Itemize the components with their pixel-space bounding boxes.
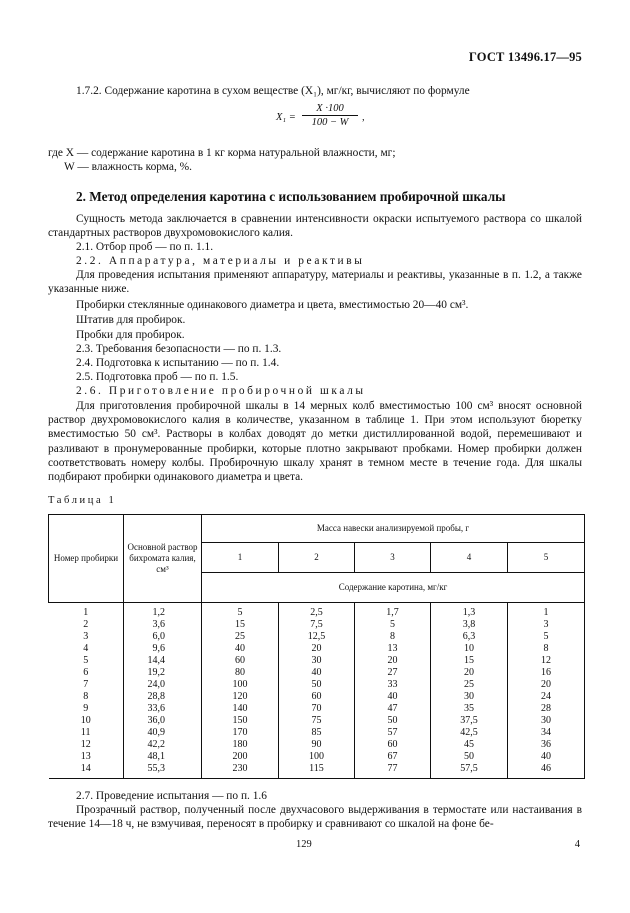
header-carotene-content: Содержание каротина, мг/кг — [202, 573, 585, 603]
table-cell: 3,8 — [431, 619, 508, 631]
table-cell: 10 — [431, 643, 508, 655]
table-cell: 34 — [508, 727, 585, 739]
table-cell: 85 — [279, 727, 355, 739]
table-cell: 15 — [431, 655, 508, 667]
table-body — [49, 603, 585, 779]
table-cell: 60 — [279, 691, 355, 703]
table-cell: 8 — [355, 631, 431, 643]
item-2-5: 2.5. Подготовка проб — по п. 1.5. — [76, 371, 239, 383]
table-cell: 46 — [508, 763, 585, 779]
table-cell: 90 — [279, 739, 355, 751]
table-cell: 60 — [202, 655, 279, 667]
table-cell: 12 — [508, 655, 585, 667]
table-row — [49, 691, 585, 703]
header-tube-number: Номер пробирки — [49, 515, 124, 603]
stand-line: Штатив для пробирок. — [76, 314, 186, 326]
table-cell: 75 — [279, 715, 355, 727]
table-cell: 20 — [355, 655, 431, 667]
table-cell: 20 — [431, 667, 508, 679]
table-cell: 1,7 — [355, 603, 431, 620]
table-cell: 57,5 — [431, 763, 508, 779]
table-cell: 8 — [508, 643, 585, 655]
table-cell: 35 — [431, 703, 508, 715]
table-row — [49, 643, 585, 655]
table-cell: 24 — [508, 691, 585, 703]
table-cell: 42,5 — [431, 727, 508, 739]
table-row — [49, 703, 585, 715]
table-cell: 37,5 — [431, 715, 508, 727]
table-cell: 7,5 — [279, 619, 355, 631]
table-cell: 9 — [49, 703, 124, 715]
table-cell: 36 — [508, 739, 585, 751]
table-cell: 40,9 — [124, 727, 202, 739]
table-row — [49, 763, 585, 779]
table-cell: 12 — [49, 739, 124, 751]
header-sample-mass: Масса навески анализируемой пробы, г — [202, 515, 585, 543]
table-cell: 33 — [355, 679, 431, 691]
table-cell: 13 — [49, 751, 124, 763]
item-2-6: 2.6. Приготовление пробирочной шкалы — [76, 385, 366, 397]
table-cell: 16 — [508, 667, 585, 679]
table-caption: Таблица 1 — [48, 495, 117, 506]
tubes-line: Пробирки стеклянные одинакового диаметра и цвета, вместимостью 20—40 см³. — [76, 299, 469, 311]
table-cell: 5 — [355, 619, 431, 631]
table-cell: 2,5 — [279, 603, 355, 620]
table-cell: 70 — [279, 703, 355, 715]
table-cell: 45 — [431, 739, 508, 751]
page-index: 4 — [574, 839, 580, 850]
table-cell: 3,6 — [124, 619, 202, 631]
paragraph-1-7-2: 1.7.2. Содержание каротина в сухом веществе (X₁), мг/кг, вычисляют по формуле — [76, 85, 470, 97]
table-cell: 5 — [508, 631, 585, 643]
table-cell: 9,6 — [124, 643, 202, 655]
table-cell: 50 — [355, 715, 431, 727]
table-cell: 20 — [279, 643, 355, 655]
table-cell: 42,2 — [124, 739, 202, 751]
formula-numerator: X ·100 — [302, 103, 358, 116]
table-cell: 40 — [508, 751, 585, 763]
section-title: 2. Метод определения каротина с использованием пробирочной шкалы — [76, 189, 506, 204]
carotene-scale-table — [48, 514, 585, 779]
table-cell: 1 — [49, 603, 124, 620]
essence-paragraph: Сущность метода заключается в сравнении интенсивности окраски испытуемого раствора со шкалой стандартных растворов двухромовокислого калия. — [48, 213, 582, 240]
header-mass-5: 5 — [508, 543, 585, 573]
table-cell: 120 — [202, 691, 279, 703]
table-cell: 4 — [49, 643, 124, 655]
table-cell: 19,2 — [124, 667, 202, 679]
table-cell: 28 — [508, 703, 585, 715]
table-cell: 48,1 — [124, 751, 202, 763]
table-cell: 30 — [431, 691, 508, 703]
table-cell: 100 — [279, 751, 355, 763]
table-cell: 40 — [202, 643, 279, 655]
table-cell: 6 — [49, 667, 124, 679]
item-2-1: 2.1. Отбор проб — по п. 1.1. — [76, 241, 214, 253]
item-2-2-text: Для проведения испытания применяют аппаратуру, материалы и реактивы, указанные в п. 1.2, а также указанные ниже. — [48, 269, 582, 296]
table-cell: 77 — [355, 763, 431, 779]
table-cell: 50 — [279, 679, 355, 691]
table-cell: 80 — [202, 667, 279, 679]
table-cell: 5 — [202, 603, 279, 620]
table-row — [49, 715, 585, 727]
table-cell: 57 — [355, 727, 431, 739]
table-row — [49, 739, 585, 751]
table-row — [49, 751, 585, 763]
table-cell: 33,6 — [124, 703, 202, 715]
table-cell: 40 — [279, 667, 355, 679]
table-cell: 30 — [508, 715, 585, 727]
table-cell: 25 — [202, 631, 279, 643]
table-cell: 1,3 — [431, 603, 508, 620]
formula-comma: , — [362, 112, 365, 123]
table-row — [49, 679, 585, 691]
item-2-6-text: Для приготовления пробирочной шкалы в 14 мерных колб вместимостью 100 см³ вносят основной раствор двухромовокислого калия в количестве, указанном в таблице 1. При этом используют бюретку вместимостью 50 см³. Растворы в колбах доводят до метки дистиллированной водой, перемешивают и разливают в пронумерованные пробирки, которые плотно закрывают пробками. Номер пробирки должен соответствовать номеру колбы. Пробирочную шкалу хранят в темном месте в течение года. Для шкалы подбирают пробирки одинакового диаметра и цвета. — [48, 400, 582, 484]
table-cell: 40 — [355, 691, 431, 703]
header-mass-2: 2 — [279, 543, 355, 573]
table-cell: 24,0 — [124, 679, 202, 691]
page-number: 129 — [296, 839, 312, 850]
header-mass-1: 1 — [202, 543, 279, 573]
table-cell: 30 — [279, 655, 355, 667]
formula-fraction — [302, 103, 358, 128]
header-mass-3: 3 — [355, 543, 431, 573]
table-cell: 3 — [508, 619, 585, 631]
table-cell: 230 — [202, 763, 279, 779]
table-row — [49, 655, 585, 667]
table-row — [49, 727, 585, 739]
table-cell: 10 — [49, 715, 124, 727]
where-w: W — влажность корма, %. — [64, 161, 193, 173]
table-cell: 140 — [202, 703, 279, 715]
formula-denominator: 100 − W — [311, 117, 349, 128]
item-2-2: 2.2. Аппаратура, материалы и реактивы — [76, 255, 365, 267]
table-cell: 1,2 — [124, 603, 202, 620]
table-cell: 7 — [49, 679, 124, 691]
table-cell: 6,0 — [124, 631, 202, 643]
table-cell: 3 — [49, 631, 124, 643]
table-cell: 115 — [279, 763, 355, 779]
table-row — [49, 603, 585, 620]
table-row — [49, 667, 585, 679]
table-cell: 6,3 — [431, 631, 508, 643]
header-mass-4: 4 — [431, 543, 508, 573]
table-row — [49, 631, 585, 643]
table-cell: 2 — [49, 619, 124, 631]
table-cell: 60 — [355, 739, 431, 751]
table-cell: 14 — [49, 763, 124, 779]
table-cell: 55,3 — [124, 763, 202, 779]
header-solution: Основной раствор бихромата калия, см³ — [124, 515, 202, 603]
table-cell: 20 — [508, 679, 585, 691]
table-cell: 200 — [202, 751, 279, 763]
item-2-7: 2.7. Проведение испытания — по п. 1.6 — [76, 790, 267, 802]
table-cell: 100 — [202, 679, 279, 691]
table-cell: 50 — [431, 751, 508, 763]
table-cell: 15 — [202, 619, 279, 631]
table-cell: 12,5 — [279, 631, 355, 643]
formula-lhs: X₁ = — [276, 112, 296, 123]
table-cell: 170 — [202, 727, 279, 739]
table-cell: 5 — [49, 655, 124, 667]
where-x: где X — содержание каротина в 1 кг корма натуральной влажности, мг; — [48, 147, 396, 159]
item-2-7-text: Прозрачный раствор, полученный после двухчасового выдерживания в термостате или настаивания в течение 14—18 ч, не взмучивая, переносят в пробирку и сравнивают со шкалой на фоне бе- — [48, 804, 582, 831]
table-cell: 150 — [202, 715, 279, 727]
table-cell: 28,8 — [124, 691, 202, 703]
table-cell: 14,4 — [124, 655, 202, 667]
table-cell: 1 — [508, 603, 585, 620]
corks-line: Пробки для пробирок. — [76, 329, 185, 341]
item-2-3: 2.3. Требования безопасности — по п. 1.3. — [76, 343, 282, 355]
table-cell: 47 — [355, 703, 431, 715]
table-cell: 27 — [355, 667, 431, 679]
table-cell: 8 — [49, 691, 124, 703]
table-cell: 25 — [431, 679, 508, 691]
table-cell: 67 — [355, 751, 431, 763]
table-cell: 180 — [202, 739, 279, 751]
table-cell: 13 — [355, 643, 431, 655]
table-cell: 11 — [49, 727, 124, 739]
table-row — [49, 619, 585, 631]
item-2-4: 2.4. Подготовка к испытанию — по п. 1.4. — [76, 357, 280, 369]
table-cell: 36,0 — [124, 715, 202, 727]
document-header: ГОСТ 13496.17—95 — [468, 50, 582, 64]
